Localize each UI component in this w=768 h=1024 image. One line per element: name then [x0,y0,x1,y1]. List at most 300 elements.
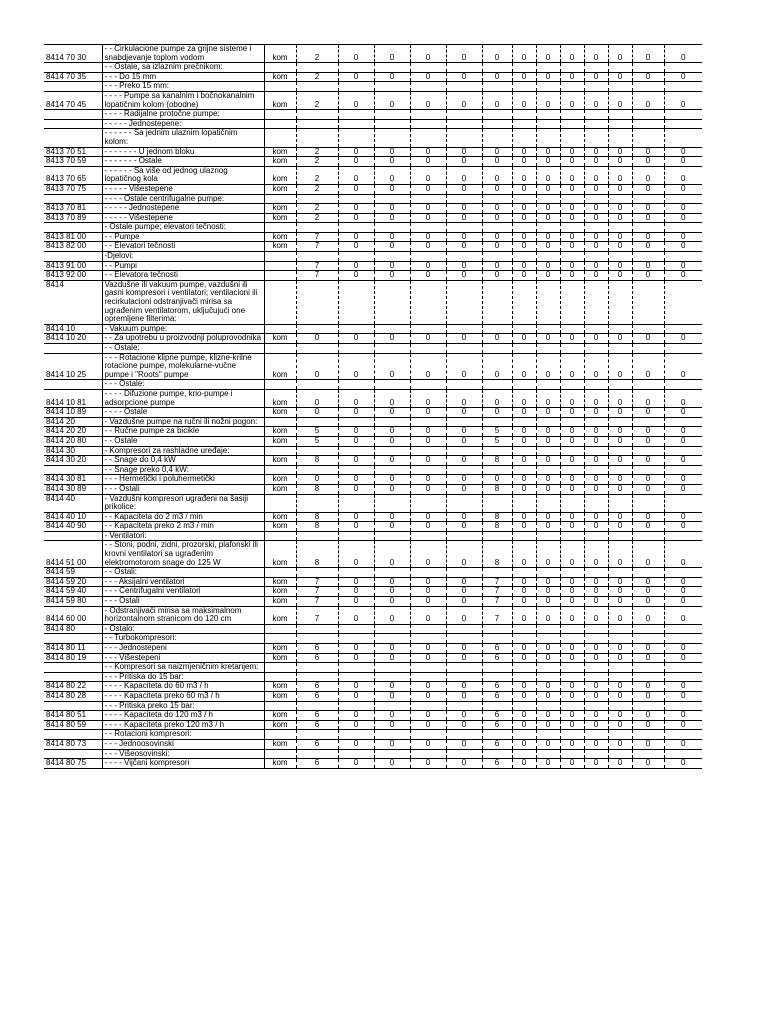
value-cell: 0 [536,166,560,184]
value-cell: 0 [584,389,608,407]
value-cell: 0 [410,711,446,721]
unit-cell [264,119,296,129]
value-cell [664,494,702,512]
value-cell: 7 [482,587,512,597]
table-row [44,380,702,390]
value-cell: 6 [296,739,338,749]
value-cell [482,344,512,354]
unit-cell [264,82,296,92]
value-cell: 0 [512,577,536,587]
value-cell: 0 [338,512,374,522]
value-cell: 0 [608,456,632,466]
value-cell: 0 [664,204,702,214]
value-cell: 0 [536,475,560,485]
table-row [44,63,702,73]
value-cell: 0 [664,711,702,721]
value-cell [512,280,536,324]
value-cell: 0 [608,184,632,194]
value-cell: 0 [446,456,482,466]
value-cell [632,730,664,740]
value-cell [482,446,512,456]
value-cell [536,446,560,456]
value-cell: 0 [664,606,702,624]
table-row [44,436,702,446]
unit-cell: kom [264,45,296,63]
value-cell: 0 [338,436,374,446]
value-cell: 0 [560,389,584,407]
description-cell: - - Snage do 0,4 kW [102,456,264,466]
value-cell: 0 [338,232,374,242]
tariff-code-cell: 8414 59 40 [44,587,102,597]
value-cell: 0 [632,597,664,607]
value-cell: 0 [374,691,410,701]
value-cell [374,119,410,129]
table-row [44,408,702,418]
value-cell: 0 [482,204,512,214]
unit-cell: kom [264,644,296,654]
table-row [44,213,702,223]
value-cell: 0 [664,720,702,730]
value-cell: 8 [296,456,338,466]
value-cell [296,280,338,324]
table-row [44,157,702,167]
value-cell: 0 [338,45,374,63]
value-cell [446,63,482,73]
value-cell: 6 [482,739,512,749]
tariff-code-cell: 8414 20 20 [44,427,102,437]
value-cell: 0 [560,45,584,63]
value-cell [296,129,338,147]
value-cell [374,701,410,711]
description-cell: - - - - Kapaciteta preko 60 m3 / h [102,691,264,701]
value-cell [446,324,482,334]
table-row [44,701,702,711]
value-cell: 0 [664,597,702,607]
value-cell [296,494,338,512]
value-cell [536,280,560,324]
value-cell [482,624,512,634]
value-cell: 0 [664,91,702,109]
unit-cell [264,749,296,759]
value-cell: 0 [536,644,560,654]
value-cell: 0 [374,759,410,769]
value-cell: 0 [608,606,632,624]
description-cell: - - - Do 15 mm [102,72,264,82]
value-cell [410,749,446,759]
value-cell [632,324,664,334]
value-cell: 0 [560,408,584,418]
value-cell: 0 [536,587,560,597]
unit-cell: kom [264,522,296,532]
value-cell: 0 [632,427,664,437]
value-cell: 0 [410,184,446,194]
value-cell [410,701,446,711]
value-cell [446,194,482,204]
tariff-code-cell [44,634,102,644]
value-cell: 6 [482,653,512,663]
value-cell: 0 [410,261,446,271]
tariff-code-cell: 8414 80 19 [44,653,102,663]
description-cell: - - - - Kapaciteta do 60 m3 / h [102,682,264,692]
value-cell [296,252,338,262]
value-cell: 0 [536,682,560,692]
value-cell: 0 [664,456,702,466]
value-cell: 0 [296,334,338,344]
value-cell: 0 [664,577,702,587]
value-cell [410,417,446,427]
table-row [44,223,702,233]
table-row [44,465,702,475]
unit-cell: kom [264,389,296,407]
value-cell: 6 [296,653,338,663]
value-cell: 8 [296,541,338,568]
value-cell: 0 [536,242,560,252]
description-cell: - - - - - - - Ostale [102,157,264,167]
unit-cell: kom [264,353,296,380]
value-cell [584,324,608,334]
value-cell: 0 [512,475,536,485]
value-cell [632,568,664,578]
value-cell: 0 [410,739,446,749]
value-cell: 0 [338,522,374,532]
unit-cell: kom [264,213,296,223]
value-cell: 0 [446,242,482,252]
value-cell: 0 [338,456,374,466]
value-cell: 6 [482,759,512,769]
value-cell [536,82,560,92]
value-cell [560,749,584,759]
value-cell: 0 [374,541,410,568]
value-cell [296,672,338,682]
value-cell [608,110,632,120]
value-cell: 0 [536,91,560,109]
value-cell: 0 [446,232,482,242]
value-cell [664,223,702,233]
value-cell: 0 [608,644,632,654]
tariff-code-cell: 8414 80 73 [44,739,102,749]
value-cell: 0 [664,484,702,494]
value-cell: 0 [338,157,374,167]
value-cell [446,280,482,324]
value-cell: 7 [296,597,338,607]
description-cell: - - Elevatora tečnosti [102,271,264,281]
tariff-code-cell: 8414 59 20 [44,577,102,587]
value-cell: 8 [482,512,512,522]
value-cell [446,672,482,682]
value-cell: 0 [584,353,608,380]
value-cell: 0 [446,691,482,701]
value-cell: 0 [664,261,702,271]
tariff-code-cell: 8414 51 00 [44,541,102,568]
value-cell [536,324,560,334]
value-cell: 0 [374,408,410,418]
value-cell: 0 [584,271,608,281]
value-cell [296,380,338,390]
unit-cell: kom [264,184,296,194]
tariff-code-cell: 8414 80 51 [44,711,102,721]
value-cell: 0 [374,644,410,654]
value-cell: 6 [482,720,512,730]
value-cell: 5 [482,427,512,437]
table-row [44,129,702,147]
table-row [44,739,702,749]
value-cell: 0 [664,157,702,167]
value-cell: 0 [608,261,632,271]
tariff-code-cell: 8414 10 81 [44,389,102,407]
value-cell: 0 [560,456,584,466]
value-cell [446,749,482,759]
description-cell: - - - Preko 15 mm: [102,82,264,92]
tariff-code-cell: 8413 70 75 [44,184,102,194]
description-cell: - - - - - - Sa jednim ulaznim lopatičnim kolom: [102,129,264,147]
value-cell [560,110,584,120]
value-cell: 0 [632,484,664,494]
value-cell: 7 [296,261,338,271]
description-cell: - - - Aksijalni ventilatori [102,577,264,587]
value-cell: 0 [664,475,702,485]
value-cell [584,119,608,129]
unit-cell: kom [264,711,296,721]
value-cell: 0 [482,475,512,485]
value-cell: 0 [584,427,608,437]
value-cell [632,119,664,129]
value-cell: 0 [560,541,584,568]
value-cell [338,119,374,129]
value-cell: 0 [632,711,664,721]
value-cell: 0 [632,334,664,344]
value-cell [296,749,338,759]
value-cell [512,380,536,390]
value-cell: 0 [664,334,702,344]
table-row [44,82,702,92]
value-cell [338,624,374,634]
value-cell: 0 [608,213,632,223]
tariff-code-cell: 8414 30 [44,446,102,456]
value-cell: 0 [632,213,664,223]
value-cell: 0 [410,204,446,214]
value-cell: 5 [296,427,338,437]
value-cell: 0 [560,261,584,271]
value-cell: 0 [632,204,664,214]
value-cell: 0 [374,606,410,624]
value-cell [482,280,512,324]
value-cell: 0 [608,739,632,749]
value-cell [410,223,446,233]
value-cell: 0 [560,334,584,344]
value-cell [296,701,338,711]
value-cell: 0 [410,353,446,380]
value-cell [664,82,702,92]
value-cell: 0 [560,72,584,82]
value-cell [338,129,374,147]
unit-cell: kom [264,232,296,242]
value-cell [512,194,536,204]
value-cell [560,624,584,634]
value-cell: 0 [584,597,608,607]
table-row [44,541,702,568]
value-cell: 0 [632,739,664,749]
value-cell [608,730,632,740]
value-cell [446,110,482,120]
description-cell: - - - - Difuzione pumpe, krio-pumpe i adsorpcione pumpe [102,389,264,407]
description-cell: - - Ostale: [102,344,264,354]
value-cell: 0 [338,261,374,271]
value-cell [512,82,536,92]
description-cell: - - Turbokompresori: [102,634,264,644]
value-cell: 0 [446,597,482,607]
value-cell [664,624,702,634]
unit-cell: kom [264,691,296,701]
value-cell: 0 [608,484,632,494]
value-cell: 0 [632,644,664,654]
value-cell [560,730,584,740]
unit-cell [264,417,296,427]
value-cell: 0 [374,577,410,587]
tariff-code-cell: 8413 70 65 [44,166,102,184]
value-cell: 0 [608,91,632,109]
value-cell: 0 [536,720,560,730]
value-cell: 0 [410,72,446,82]
value-cell: 0 [482,232,512,242]
description-cell: - - Stoni, podni, zidni, prozorski, plafonski ili krovni ventilatori sa ugrađenim elektromotorom snage do 125 W [102,541,264,568]
value-cell: 0 [446,45,482,63]
value-cell [374,465,410,475]
unit-cell: kom [264,334,296,344]
description-cell: - - Elevatori tečnosti [102,242,264,252]
value-cell [410,730,446,740]
table-row [44,512,702,522]
value-cell: 0 [410,242,446,252]
value-cell: 7 [482,577,512,587]
value-cell: 0 [584,147,608,157]
value-cell [410,280,446,324]
value-cell [512,672,536,682]
value-cell [664,194,702,204]
table-row [44,568,702,578]
value-cell [512,634,536,644]
value-cell [374,252,410,262]
table-row [44,261,702,271]
value-cell: 0 [410,587,446,597]
value-cell: 0 [584,711,608,721]
table-row [44,232,702,242]
value-cell [632,129,664,147]
value-cell: 0 [374,242,410,252]
value-cell [632,494,664,512]
value-cell: 0 [446,213,482,223]
value-cell: 0 [446,166,482,184]
value-cell [608,465,632,475]
value-cell: 0 [584,456,608,466]
value-cell [560,634,584,644]
description-cell: - - - Hermetički i poluhermetički [102,475,264,485]
value-cell [536,701,560,711]
table-row [44,711,702,721]
value-cell [482,701,512,711]
value-cell [338,494,374,512]
value-cell: 0 [560,512,584,522]
value-cell [338,634,374,644]
value-cell: 0 [536,606,560,624]
unit-cell: kom [264,653,296,663]
value-cell [482,194,512,204]
description-cell: - - - - Kapaciteta preko 120 m3 / h [102,720,264,730]
value-cell: 0 [512,204,536,214]
table-row [44,672,702,682]
table-row [44,475,702,485]
table-row [44,691,702,701]
value-cell [410,663,446,673]
value-cell [608,194,632,204]
value-cell [608,417,632,427]
value-cell: 0 [664,45,702,63]
value-cell: 0 [560,242,584,252]
unit-cell [264,634,296,644]
value-cell [338,223,374,233]
value-cell: 0 [482,72,512,82]
value-cell [584,417,608,427]
table-row [44,252,702,262]
value-cell [608,672,632,682]
value-cell [410,634,446,644]
unit-cell: kom [264,606,296,624]
value-cell: 0 [608,577,632,587]
value-cell: 0 [410,597,446,607]
value-cell [482,672,512,682]
table-row [44,456,702,466]
value-cell [536,663,560,673]
tariff-code-cell [44,672,102,682]
value-cell [632,663,664,673]
value-cell [584,129,608,147]
value-cell: 2 [296,157,338,167]
unit-cell: kom [264,577,296,587]
value-cell: 0 [338,644,374,654]
value-cell [296,110,338,120]
value-cell [536,749,560,759]
value-cell [410,252,446,262]
description-cell: - - - Pritiska preko 15 bar: [102,701,264,711]
value-cell: 0 [536,232,560,242]
table-row [44,522,702,532]
description-cell: - - Ostale [102,436,264,446]
value-cell [536,417,560,427]
value-cell: 0 [560,157,584,167]
value-cell: 0 [512,408,536,418]
value-cell [446,252,482,262]
value-cell: 2 [296,91,338,109]
value-cell [338,280,374,324]
value-cell: 0 [584,691,608,701]
value-cell: 0 [410,147,446,157]
value-cell: 0 [560,577,584,587]
value-cell: 0 [560,271,584,281]
unit-cell: kom [264,166,296,184]
description-cell: - - Kapaciteta do 2 m3 / min [102,512,264,522]
value-cell: 2 [296,184,338,194]
tariff-code-cell: 8414 10 89 [44,408,102,418]
value-cell: 0 [410,45,446,63]
value-cell: 0 [584,436,608,446]
tariff-code-cell [44,380,102,390]
value-cell: 0 [560,91,584,109]
value-cell [446,701,482,711]
value-cell [632,110,664,120]
value-cell: 0 [512,242,536,252]
value-cell: 0 [512,72,536,82]
value-cell [482,110,512,120]
unit-cell: kom [264,475,296,485]
